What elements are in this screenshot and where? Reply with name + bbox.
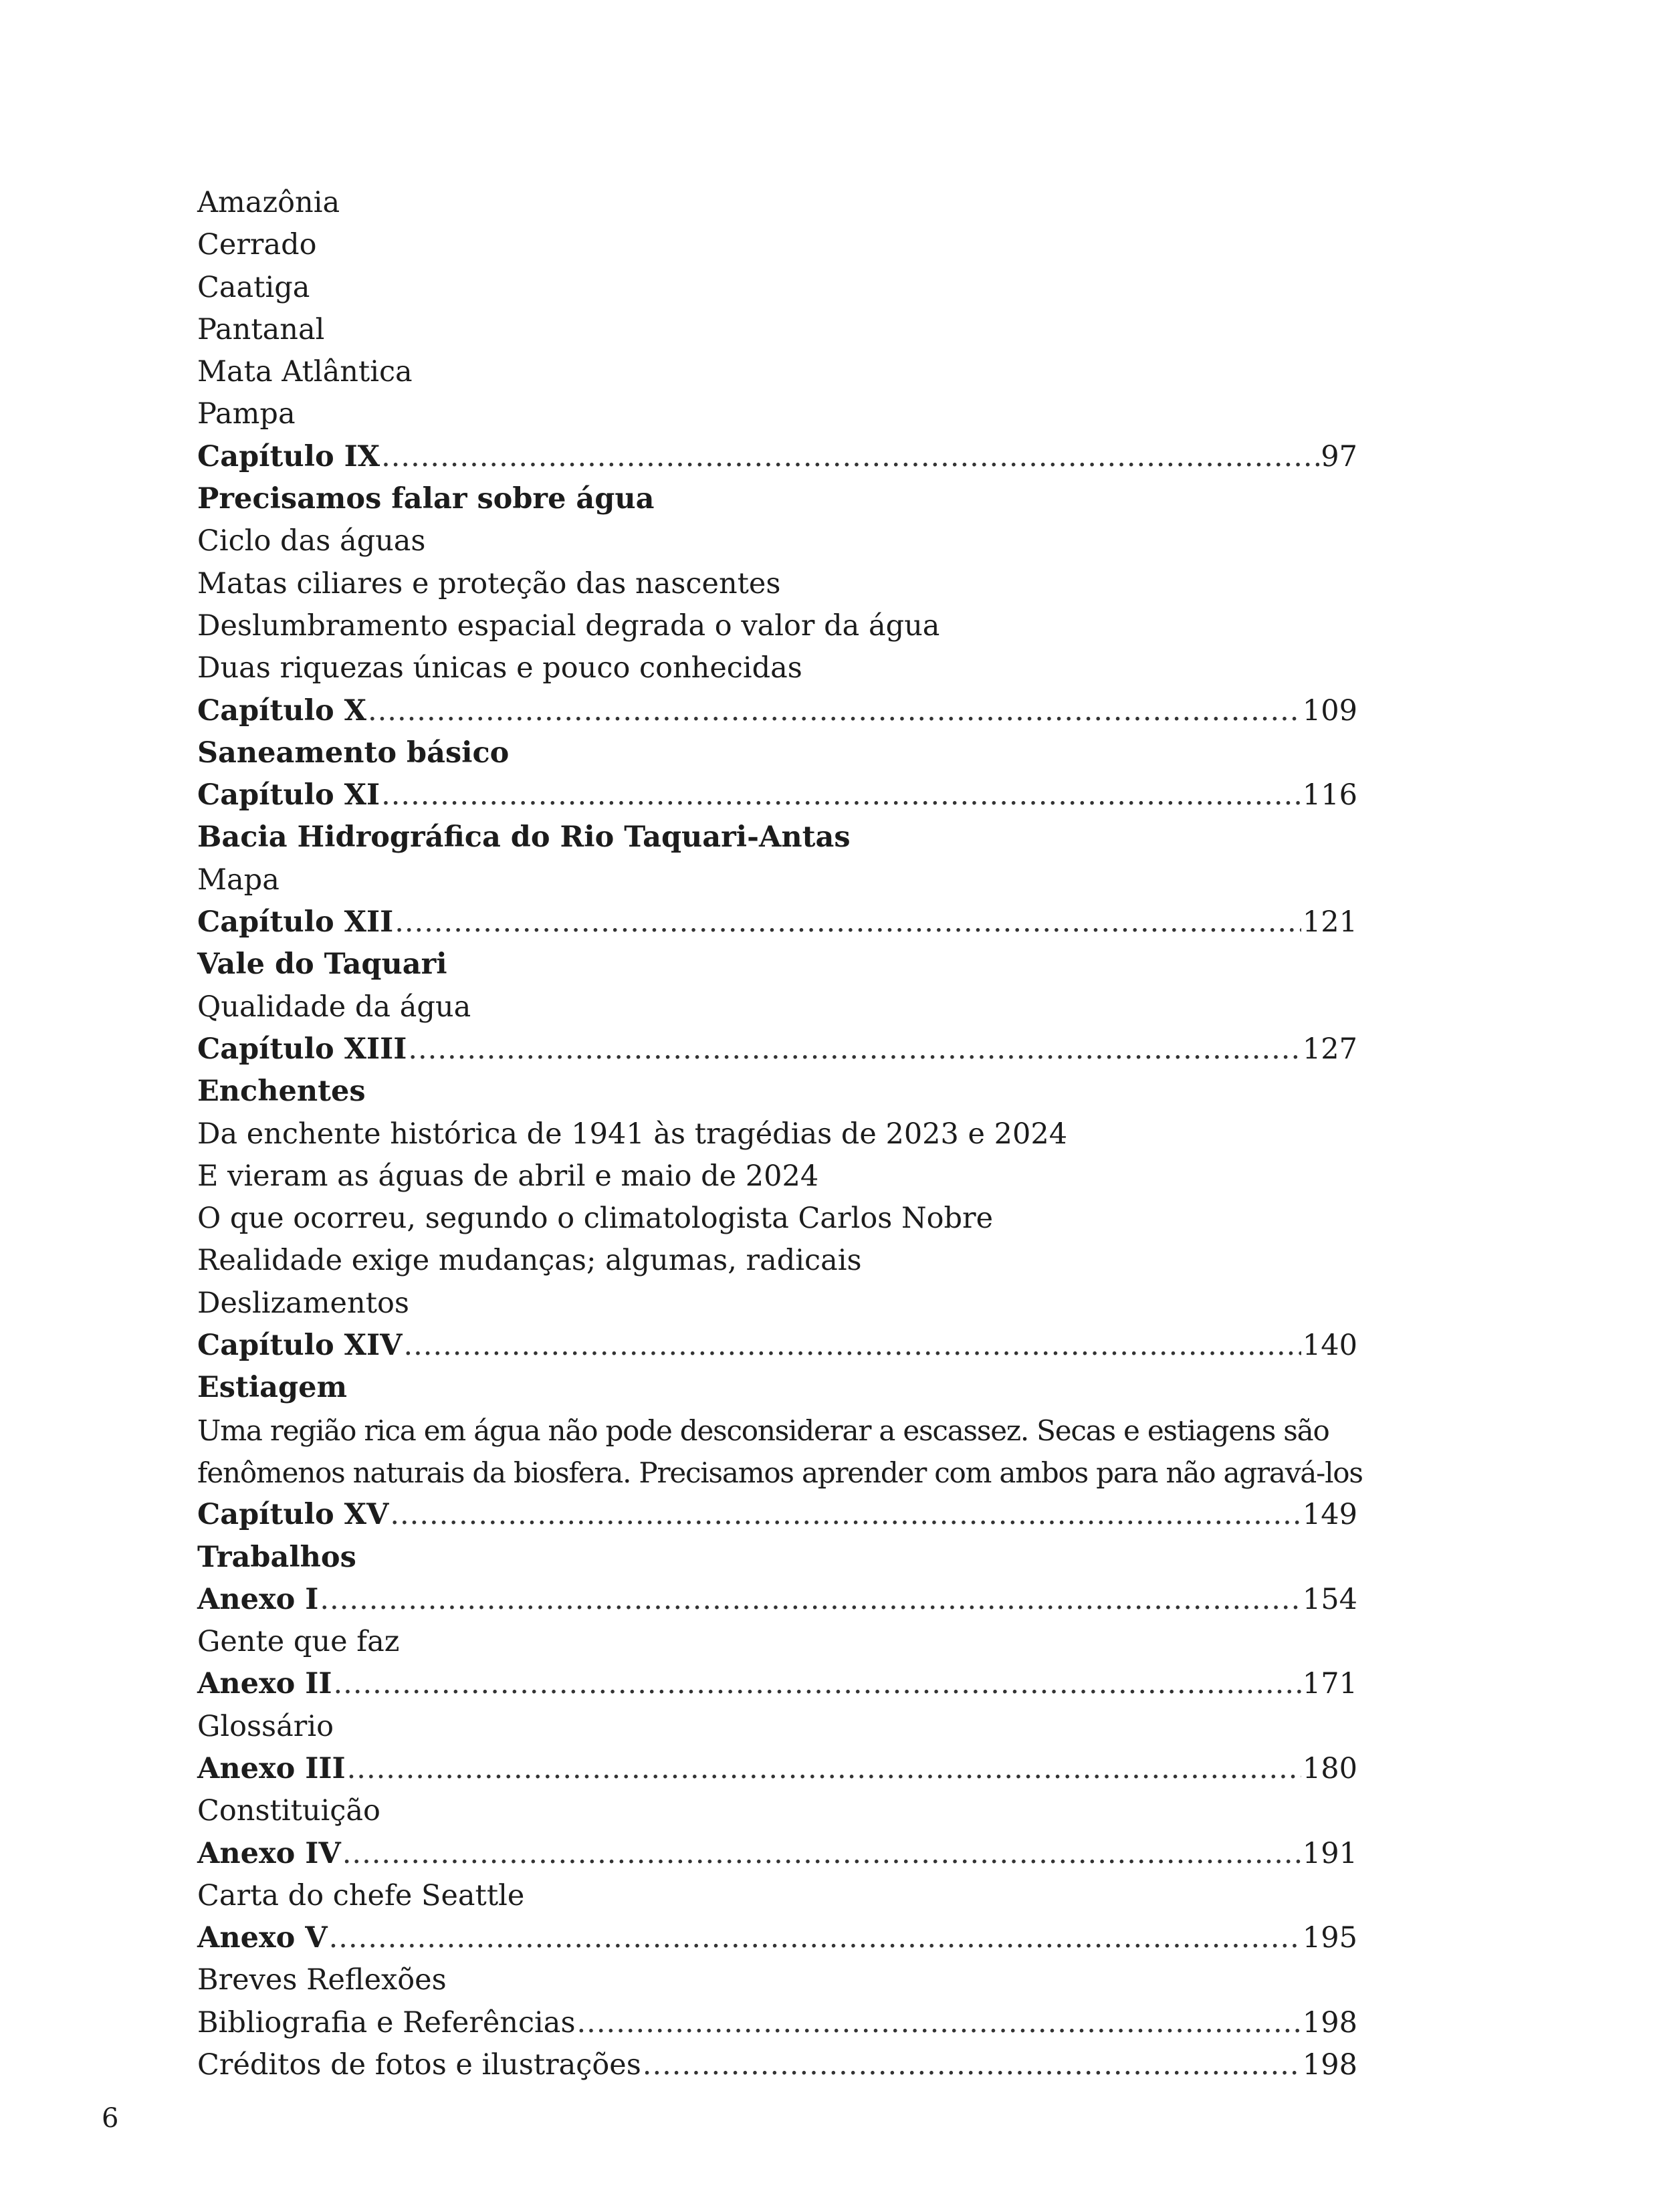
toc-page-number: 180 (1302, 1751, 1357, 1785)
toc-entry-with-page[interactable] (197, 1663, 1357, 1705)
toc-entry (197, 986, 1357, 1028)
toc-entry-label: Gente que faz (197, 1625, 400, 1659)
toc-page-number: 116 (1302, 778, 1357, 812)
toc-entry-label: Enchentes (197, 1075, 366, 1109)
toc-entry-with-page[interactable] (197, 901, 1357, 944)
toc-entry-label: Matas ciliares e proteção das nascentes (197, 566, 781, 600)
toc-entry-with-page[interactable] (197, 2044, 1357, 2086)
toc-entry-label: Capítulo XV (197, 1498, 389, 1532)
toc-entry-label: Capítulo IX (197, 439, 380, 473)
toc-entry (197, 1452, 1363, 1494)
toc-entry-with-page[interactable] (197, 1325, 1357, 1367)
toc-entry-label: Glossário (197, 1709, 334, 1743)
toc-entry-label: Anexo IV (197, 1836, 341, 1870)
toc-page-number: 149 (1302, 1498, 1357, 1532)
toc-entry (197, 1959, 1357, 2001)
toc-entry-label: Constituição (197, 1794, 380, 1828)
toc-entry-label: Anexo III (197, 1751, 346, 1785)
toc-entry (197, 520, 1357, 562)
toc-entry-label: Deslumbramento espacial degrada o valor da água (197, 609, 940, 643)
dot-leader (408, 1028, 1301, 1071)
toc-entry-with-page[interactable] (197, 436, 1357, 478)
dot-leader (342, 1833, 1301, 1875)
toc-entry-label: Capítulo XII (197, 905, 394, 939)
toc-entry-label: Da enchente histórica de 1941 às tragédias de 2023 e 2024 (197, 1117, 1068, 1151)
toc-page-number: 191 (1302, 1836, 1357, 1870)
table-of-contents (197, 182, 1363, 2086)
toc-entry (197, 732, 1357, 774)
toc-entry-with-page[interactable] (197, 1748, 1357, 1790)
toc-entry-label: Anexo V (197, 1921, 328, 1955)
toc-entry-with-page[interactable] (197, 1028, 1357, 1071)
toc-entry (197, 1367, 1357, 1409)
page-number: 6 (102, 2103, 119, 2134)
dot-leader (643, 2044, 1301, 2086)
toc-entry (197, 1537, 1357, 1579)
toc-page-number: 127 (1302, 1032, 1357, 1066)
toc-entry (197, 351, 1357, 393)
toc-entry-label: Créditos de fotos e ilustrações (197, 2048, 641, 2082)
toc-entry (197, 224, 1357, 266)
toc-entry (197, 1621, 1357, 1663)
dot-leader (381, 774, 1301, 816)
toc-entry-label: Duas riquezas únicas e pouco conhecidas (197, 651, 802, 685)
toc-entry-label: Qualidade da água (197, 990, 471, 1024)
toc-entry-label: Capítulo X (197, 693, 366, 728)
toc-entry (197, 944, 1357, 986)
toc-entry-with-page[interactable] (197, 2002, 1357, 2044)
toc-entry (197, 1155, 1357, 1198)
dot-leader (368, 690, 1301, 732)
toc-entry (197, 478, 1357, 520)
toc-entry-label: Mata Atlântica (197, 355, 413, 389)
toc-page-number: 198 (1302, 2005, 1357, 2039)
toc-page-number: 109 (1302, 693, 1357, 728)
toc-entry-label: Vale do Taquari (197, 948, 447, 982)
toc-entry-label: Saneamento básico (197, 736, 510, 770)
toc-entry-with-page[interactable] (197, 1579, 1357, 1621)
toc-entry-label: Deslizamentos (197, 1286, 409, 1320)
toc-entry-with-page[interactable] (197, 1494, 1357, 1536)
toc-entry (197, 816, 1357, 859)
dot-leader (390, 1494, 1301, 1536)
toc-page-number: 154 (1302, 1582, 1357, 1616)
toc-entry-label: O que ocorreu, segundo o climatologista Carlos Nobre (197, 1202, 994, 1236)
toc-page-number: 195 (1302, 1921, 1357, 1955)
toc-entry-label: Pantanal (197, 312, 325, 346)
toc-entry-label: E vieram as águas de abril e maio de 2024 (197, 1159, 819, 1193)
toc-entry-with-page[interactable] (197, 774, 1357, 816)
toc-entry-label: Bacia Hidrográfica do Rio Taquari-Antas (197, 820, 851, 855)
toc-entry-label: Realidade exige mudanças; algumas, radicais (197, 1244, 862, 1278)
toc-entry-label: Ciclo das águas (197, 524, 426, 558)
toc-page-number: 171 (1302, 1667, 1357, 1701)
toc-page-number: 140 (1302, 1329, 1357, 1363)
toc-entry (197, 647, 1357, 689)
toc-entry-label: Cerrado (197, 228, 317, 262)
toc-entry-label: Caatiga (197, 270, 310, 304)
toc-entry (197, 1706, 1357, 1748)
toc-page-number: 97 (1321, 439, 1357, 473)
toc-entry-label: fenômenos naturais da biosfera. Precisamos aprender com ambos para não agravá-los (197, 1456, 1363, 1489)
toc-entry (197, 267, 1357, 309)
dot-leader (347, 1748, 1301, 1790)
toc-entry (197, 605, 1357, 647)
dot-leader (395, 901, 1301, 944)
toc-entry (197, 393, 1357, 435)
toc-entry (197, 1240, 1357, 1282)
toc-entry (197, 1071, 1357, 1113)
dot-leader (403, 1325, 1301, 1367)
toc-entry (197, 1283, 1357, 1325)
toc-entry-label: Trabalhos (197, 1540, 356, 1574)
toc-entry-label: Anexo II (197, 1667, 332, 1701)
toc-entry (197, 1113, 1357, 1155)
dot-leader (577, 2002, 1301, 2044)
toc-entry-label: Precisamos falar sobre água (197, 482, 655, 516)
toc-page-number: 121 (1302, 905, 1357, 939)
toc-entry-label: Pampa (197, 397, 296, 431)
toc-entry-label: Mapa (197, 863, 280, 897)
dot-leader (320, 1579, 1301, 1621)
toc-entry (197, 1790, 1357, 1832)
toc-entry-with-page[interactable] (197, 1917, 1357, 1959)
toc-entry-label: Amazônia (197, 186, 340, 219)
toc-entry (197, 182, 1357, 224)
toc-entry-label: Estiagem (197, 1371, 347, 1405)
toc-entry-label: Anexo I (197, 1582, 319, 1616)
toc-entry (197, 309, 1357, 351)
dot-leader (381, 436, 1319, 478)
toc-entry-label: Capítulo XIV (197, 1329, 403, 1363)
toc-entry-label: Uma região rica em água não pode desconsiderar a escassez. Secas e estiagens são (197, 1414, 1329, 1447)
toc-entry (197, 1198, 1357, 1240)
toc-entry-label: Capítulo XIII (197, 1032, 407, 1066)
dot-leader (329, 1917, 1301, 1959)
toc-entry (197, 563, 1357, 605)
toc-entry-label: Breves Reflexões (197, 1963, 447, 1997)
toc-page-number: 198 (1302, 2048, 1357, 2082)
toc-entry-with-page[interactable] (197, 1833, 1357, 1875)
toc-entry-label: Bibliografia e Referências (197, 2005, 576, 2039)
toc-entry (197, 1410, 1357, 1452)
toc-entry (197, 1875, 1357, 1917)
toc-entry-label: Capítulo XI (197, 778, 380, 812)
toc-entry (197, 859, 1357, 901)
toc-entry-with-page[interactable] (197, 690, 1357, 732)
dot-leader (334, 1663, 1301, 1705)
toc-entry-label: Carta do chefe Seattle (197, 1878, 525, 1912)
